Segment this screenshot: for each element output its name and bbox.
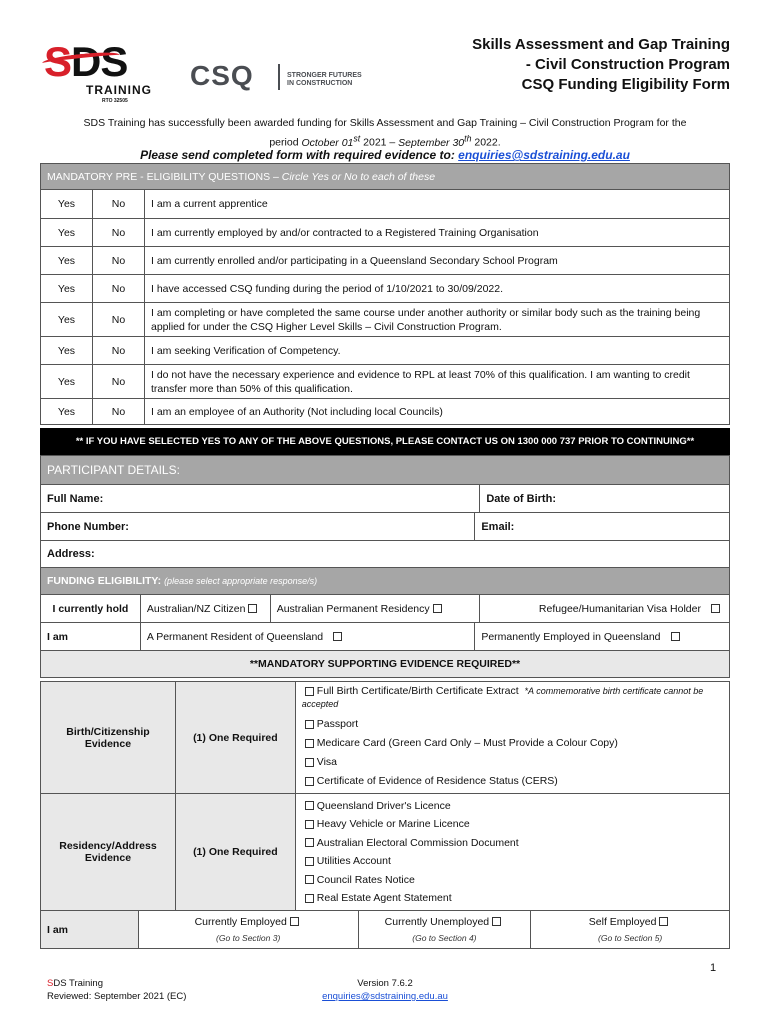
question-row bbox=[41, 275, 730, 303]
funding-heading-italic: (please select appropriate response/s) bbox=[164, 576, 318, 586]
birth-note: *A commemorative birth certificate cannot be accepted bbox=[301, 686, 704, 709]
question-text: I am a current apprentice bbox=[145, 190, 730, 219]
checkbox-icon[interactable] bbox=[305, 820, 314, 829]
checkbox-icon[interactable] bbox=[659, 917, 668, 926]
logo-s: S bbox=[44, 38, 72, 85]
checkbox-icon[interactable] bbox=[671, 632, 680, 641]
birth-item[interactable] bbox=[302, 754, 723, 771]
csq-tagline bbox=[287, 72, 397, 88]
checkbox-icon[interactable] bbox=[492, 917, 501, 926]
send-email-link[interactable]: enquiries@sdstraining.edu.au bbox=[458, 148, 630, 162]
yes-option[interactable]: Yes bbox=[41, 247, 93, 275]
residency-item-label: Council Rates Notice bbox=[316, 873, 415, 886]
full-name-field[interactable]: Full Name: bbox=[41, 485, 480, 513]
birth-item[interactable] bbox=[302, 773, 723, 790]
residency-item-label: Heavy Vehicle or Marine Licence bbox=[316, 818, 470, 830]
currently-unemployed-label: Currently Unemployed bbox=[384, 915, 490, 928]
checkbox-icon[interactable] bbox=[305, 857, 314, 866]
yes-option[interactable]: Yes bbox=[41, 275, 93, 303]
option-qld-resident-label: A Permanent Resident of Queensland bbox=[146, 630, 324, 643]
residency-item[interactable] bbox=[302, 834, 723, 853]
no-option[interactable]: No bbox=[93, 275, 145, 303]
option-citizen-label: Australian/NZ Citizen bbox=[146, 602, 246, 615]
csq-logo-text: CSQ bbox=[190, 60, 254, 91]
question-row bbox=[41, 303, 730, 337]
checkbox-icon[interactable] bbox=[305, 801, 314, 810]
checkbox-icon[interactable] bbox=[305, 894, 314, 903]
csq-tagline-line1: STRONGER FUTURES bbox=[287, 72, 362, 79]
currently-hold-label: I currently hold bbox=[41, 595, 141, 623]
birth-required-label: (1) One Required bbox=[175, 682, 295, 794]
logo-rto-text: RTO 32505 bbox=[102, 98, 128, 104]
intro-sup2: th bbox=[464, 133, 472, 143]
residency-required-label: (1) One Required bbox=[175, 794, 295, 911]
footer-reviewed: Reviewed: September 2021 (EC) bbox=[47, 991, 187, 1002]
funding-heading-text: FUNDING ELIGIBILITY: bbox=[47, 575, 165, 587]
checkbox-icon[interactable] bbox=[248, 604, 257, 613]
employment-label: I am bbox=[41, 911, 139, 949]
birth-item[interactable] bbox=[302, 716, 723, 733]
intro-line1: SDS Training has successfully been awarded funding for Skills Assessment and Gap Training – Civil Construction Program for the bbox=[83, 117, 687, 129]
question-text: I do not have the necessary experience and evidence to RPL at least 70% of this qualification. I am wanting to credit transfer more than 50% of this qualification. bbox=[145, 365, 730, 399]
no-option[interactable]: No bbox=[93, 190, 145, 219]
residency-item-label: Queensland Driver's Licence bbox=[316, 799, 451, 812]
birth-item[interactable] bbox=[302, 735, 723, 752]
footer-version: Version 7.6.2 bbox=[357, 978, 413, 989]
question-row bbox=[41, 219, 730, 247]
checkbox-icon[interactable] bbox=[305, 739, 314, 748]
send-text: Please send completed form with required evidence to: bbox=[140, 148, 459, 162]
checkbox-icon[interactable] bbox=[433, 604, 442, 613]
option-currently-unemployed[interactable] bbox=[358, 911, 531, 949]
phone-number-field[interactable]: Phone Number: bbox=[41, 513, 475, 541]
question-row bbox=[41, 190, 730, 219]
residency-item[interactable] bbox=[302, 797, 723, 816]
employment-table bbox=[40, 910, 730, 949]
currently-employed-section: (Go to Section 3) bbox=[216, 932, 281, 943]
title-line2: - Civil Construction Program bbox=[525, 56, 730, 73]
checkbox-icon[interactable] bbox=[290, 917, 299, 926]
checkbox-icon[interactable] bbox=[305, 758, 314, 767]
birth-item-label: Passport bbox=[316, 718, 359, 730]
send-instruction bbox=[40, 148, 730, 162]
question-text: I am currently employed by and/or contracted to a Registered Training Organisation bbox=[145, 219, 730, 247]
question-text: I am currently enrolled and/or participating in a Queensland Secondary School Program bbox=[145, 247, 730, 275]
evidence-heading: **MANDATORY SUPPORTING EVIDENCE REQUIRED** bbox=[41, 651, 730, 678]
logo-ds: DS bbox=[71, 38, 128, 85]
residency-item-label: Real Estate Agent Statement bbox=[316, 892, 452, 904]
intro-end: 2022. bbox=[471, 136, 501, 149]
sds-training-logo bbox=[44, 38, 162, 104]
checkbox-icon[interactable] bbox=[305, 687, 314, 696]
checkbox-icon[interactable] bbox=[305, 720, 314, 729]
funding-heading bbox=[41, 568, 730, 595]
yes-option[interactable]: Yes bbox=[41, 337, 93, 365]
participant-details-table bbox=[40, 455, 730, 678]
self-employed-section: (Go to Section 5) bbox=[598, 932, 663, 943]
birth-item[interactable] bbox=[302, 685, 723, 711]
currently-employed-label: Currently Employed bbox=[194, 915, 287, 928]
checkbox-icon[interactable] bbox=[711, 604, 720, 613]
residency-item[interactable] bbox=[302, 852, 723, 871]
no-option[interactable]: No bbox=[93, 365, 145, 399]
birth-evidence-label: Birth/Citizenship Evidence bbox=[41, 682, 176, 794]
question-text: I am completing or have completed the same course under another authority or similar body such as the training being applied for under the CSQ Higher Level Skills – Civil Construction Program. bbox=[145, 303, 730, 337]
mandatory-heading bbox=[41, 164, 730, 190]
evidence-table bbox=[40, 681, 730, 911]
option-self-employed[interactable] bbox=[531, 911, 730, 949]
no-option[interactable]: No bbox=[93, 337, 145, 365]
residency-evidence-list bbox=[295, 794, 729, 911]
birth-evidence-list bbox=[295, 682, 729, 794]
logo-training-text: TRAINING bbox=[86, 83, 152, 97]
mandatory-heading-italic: Circle Yes or No to each of these bbox=[281, 170, 436, 183]
option-currently-employed[interactable] bbox=[138, 911, 358, 949]
question-row bbox=[41, 247, 730, 275]
residency-evidence-label: Residency/Address Evidence bbox=[41, 794, 176, 911]
birth-item-label: Certificate of Evidence of Residence Status (CERS) bbox=[316, 775, 558, 787]
no-option[interactable]: No bbox=[93, 219, 145, 247]
footer-org-rest: DS Training bbox=[53, 978, 103, 989]
participant-heading: PARTICIPANT DETAILS: bbox=[41, 456, 730, 485]
mandatory-questions-table bbox=[40, 163, 730, 425]
question-row bbox=[41, 365, 730, 399]
self-employed-label: Self Employed bbox=[588, 915, 657, 928]
form-title bbox=[472, 35, 730, 95]
yes-option[interactable]: Yes bbox=[41, 303, 93, 337]
csq-tagline-line2: IN CONSTRUCTION bbox=[287, 80, 353, 87]
currently-unemployed-section: (Go to Section 4) bbox=[412, 932, 477, 943]
no-option[interactable]: No bbox=[93, 247, 145, 275]
footer-org bbox=[47, 977, 186, 990]
residency-item[interactable] bbox=[302, 871, 723, 890]
option-qld-employed[interactable] bbox=[475, 623, 730, 651]
yes-option[interactable]: Yes bbox=[41, 190, 93, 219]
footer-left bbox=[47, 977, 186, 1003]
question-row bbox=[41, 399, 730, 425]
address-field[interactable]: Address: bbox=[41, 541, 730, 568]
header bbox=[40, 30, 730, 105]
residency-item-label: Australian Electoral Commission Document bbox=[316, 836, 519, 849]
option-qld-employed-label: Permanently Employed in Queensland bbox=[481, 630, 661, 643]
option-qld-resident[interactable] bbox=[140, 623, 474, 651]
footer-center bbox=[300, 977, 470, 1003]
question-row bbox=[41, 337, 730, 365]
question-text: I am seeking Verification of Competency. bbox=[145, 337, 730, 365]
checkbox-icon[interactable] bbox=[305, 838, 314, 847]
checkbox-icon[interactable] bbox=[305, 875, 314, 884]
residency-item[interactable] bbox=[302, 889, 723, 908]
title-line1: Skills Assessment and Gap Training bbox=[472, 36, 730, 53]
residency-item-label: Utilities Account bbox=[316, 855, 391, 867]
mandatory-heading-text: MANDATORY PRE - ELIGIBILITY QUESTIONS – bbox=[47, 170, 282, 183]
no-option[interactable]: No bbox=[93, 399, 145, 425]
yes-option[interactable]: Yes bbox=[41, 219, 93, 247]
page-number: 1 bbox=[710, 962, 717, 974]
footer-org-s: S bbox=[47, 978, 54, 989]
csq-logo bbox=[190, 60, 390, 94]
intro-date1: October 01 bbox=[301, 136, 354, 149]
i-am-label: I am bbox=[41, 623, 141, 651]
question-text: I am an employee of an Authority (Not including local Councils) bbox=[145, 399, 730, 425]
yes-option[interactable]: Yes bbox=[41, 399, 93, 425]
email-field[interactable]: Email: bbox=[475, 513, 730, 541]
option-citizen[interactable] bbox=[140, 595, 270, 623]
title-line3: CSQ Funding Eligibility Form bbox=[521, 76, 730, 93]
intro-mid: 2021 – bbox=[360, 136, 399, 149]
yes-option[interactable]: Yes bbox=[41, 365, 93, 399]
option-refugee-visa-label: Refugee/Humanitarian Visa Holder bbox=[538, 602, 701, 615]
residency-item[interactable] bbox=[302, 815, 723, 834]
question-text: I have accessed CSQ funding during the period of 1/10/2021 to 30/09/2022. bbox=[145, 275, 730, 303]
checkbox-icon[interactable] bbox=[333, 632, 342, 641]
contact-warning-bar: ** IF YOU HAVE SELECTED YES TO ANY OF THE ABOVE QUESTIONS, PLEASE CONTACT US ON 1300 000 737 PRIOR TO CONTINUING** bbox=[40, 428, 730, 455]
option-permanent-residency-label: Australian Permanent Residency bbox=[276, 602, 430, 615]
intro-sup1: st bbox=[353, 133, 361, 143]
birth-item-label: Full Birth Certificate/Birth Certificate Extract bbox=[316, 685, 519, 697]
intro-period: period bbox=[269, 136, 302, 149]
footer-email-link[interactable]: enquiries@sdstraining.edu.au bbox=[322, 991, 448, 1002]
date-of-birth-field[interactable]: Date of Birth: bbox=[480, 485, 730, 513]
intro-text bbox=[40, 116, 730, 151]
csq-logo-divider bbox=[278, 64, 280, 90]
intro-date2: September 30 bbox=[398, 136, 465, 149]
checkbox-icon[interactable] bbox=[305, 777, 314, 786]
birth-item-label: Visa bbox=[316, 756, 338, 768]
option-refugee-visa[interactable] bbox=[480, 595, 730, 623]
no-option[interactable]: No bbox=[93, 303, 145, 337]
birth-item-label: Medicare Card (Green Card Only – Must Provide a Colour Copy) bbox=[316, 737, 618, 749]
option-permanent-residency[interactable] bbox=[270, 595, 480, 623]
